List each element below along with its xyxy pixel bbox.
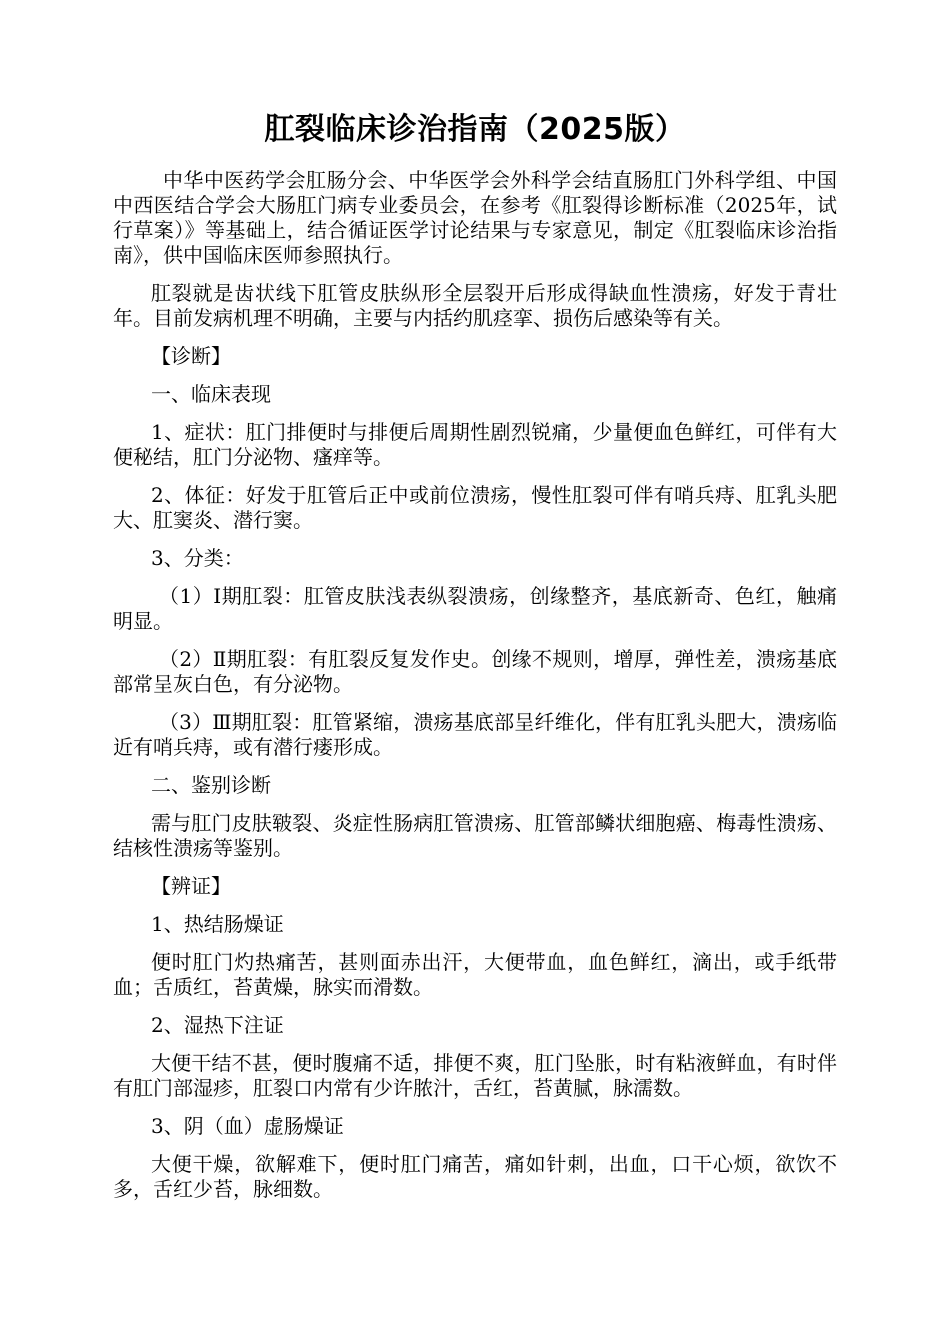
document-page [113,110,837,1215]
definition-paragraph: 肛裂就是齿状线下肛管皮肤纵形全层裂开后形成得缺血性溃疡，好发于青壮年。目前发病机理不明确，主要与内括约肌痉挛、损伤后感染等有关。 [113,281,837,330]
clinical-heading: 一、临床表现 [151,382,271,406]
symptoms-paragraph: 1、症状：肛门排便时与排便后周期性剧烈锐痛，少量便血色鲜红，可伴有大便秘结，肛门分泌物、瘙痒等。 [113,420,837,469]
type3-paragraph: 大便干燥，欲解难下，便时肛门痛苦，痛如针刺，出血，口干心烦，欲饮不多，舌红少苔，脉细数。 [113,1152,837,1201]
classification-heading: 3、分类： [151,546,244,570]
syndrome-heading: 【辨证】 [151,874,231,898]
differential-heading: 二、鉴别诊断 [151,773,271,797]
type3-heading: 3、阴（血）虚肠燥证 [151,1114,344,1138]
type1-heading: 1、热结肠燥证 [151,912,284,936]
type2-paragraph: 大便干结不甚，便时腹痛不适，排便不爽，肛门坠胀，时有粘液鲜血，有时伴有肛门部湿疹，肛裂口内常有少许脓汁，舌红，苔黄腻，脉濡数。 [113,1051,837,1100]
type2-heading: 2、湿热下注证 [151,1013,284,1037]
stage3-paragraph: （3）Ⅲ期肛裂：肛管紧缩，溃疡基底部呈纤维化，伴有肛乳头肥大，溃疡临近有哨兵痔，或有潜行瘘形成。 [113,710,837,759]
stage1-paragraph: （1）Ⅰ期肛裂：肛管皮肤浅表纵裂溃疡，创缘整齐，基底新奇、色红，触痛明显。 [113,584,837,633]
differential-paragraph: 需与肛门皮肤皲裂、炎症性肠病肛管溃疡、肛管部鳞状细胞癌、梅毒性溃疡、结核性溃疡等鉴别。 [113,811,837,860]
intro-paragraph: 中华中医药学会肛肠分会、中华医学会外科学会结直肠肛门外科学组、中国中西医结合学会大肠肛门病专业委员会，在参考《肛裂得诊断标准（2025年，试行草案）》等基础上，结合循证医学讨论结果与专家意见，制定《肛裂临床诊治指南》，供中国临床医师参照执行。 [113,168,837,267]
document-title: 肛裂临床诊治指南（2025版） [264,112,686,147]
type1-paragraph: 便时肛门灼热痛苦，甚则面赤出汗，大便带血，血色鲜红，滴出，或手纸带血；舌质红，苔黄燥，脉实而滑数。 [113,950,837,999]
diagnosis-heading: 【诊断】 [151,344,231,368]
signs-paragraph: 2、体征：好发于肛管后正中或前位溃疡，慢性肛裂可伴有哨兵痔、肛乳头肥大、肛窦炎、潜行窦。 [113,483,837,532]
stage2-paragraph: （2）Ⅱ期肛裂：有肛裂反复发作史。创缘不规则，增厚，弹性差，溃疡基底部常呈灰白色，有分泌物。 [113,647,837,696]
